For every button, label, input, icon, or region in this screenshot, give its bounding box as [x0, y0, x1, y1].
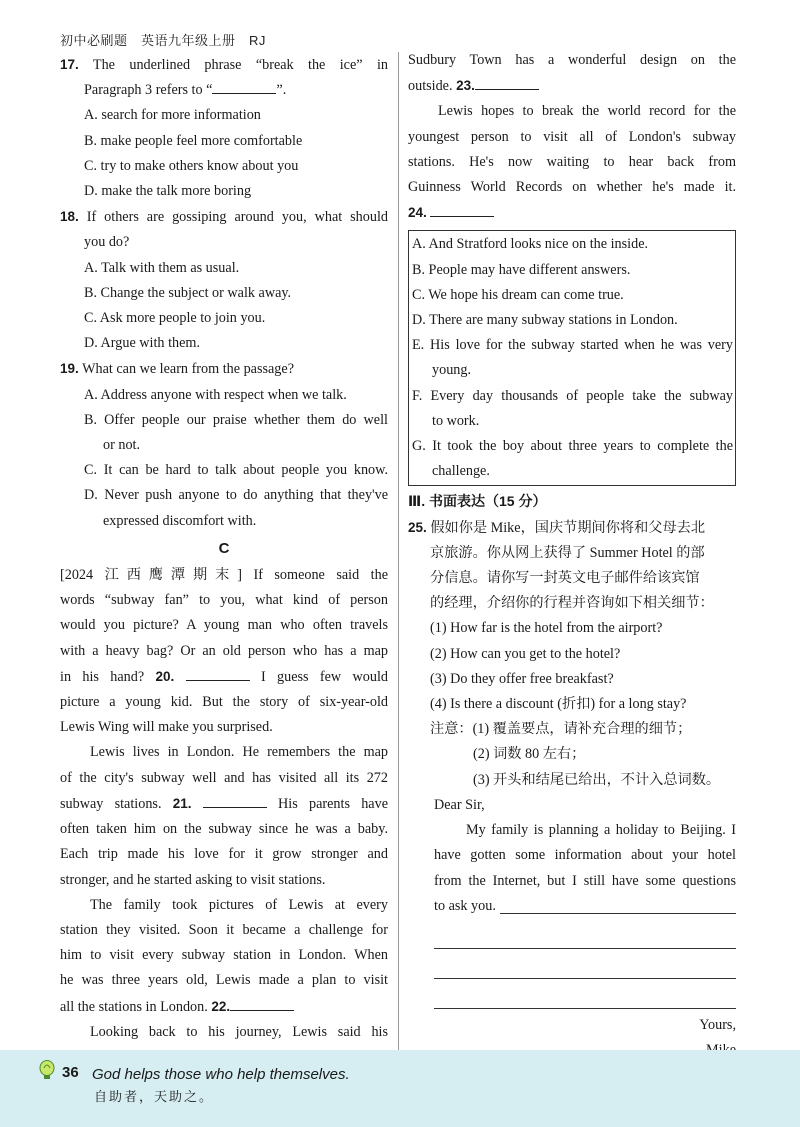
question-19-stem	[60, 356, 388, 382]
writing-question: (4) Is there a discount (折扣) for a long stay?	[430, 696, 687, 713]
writing-note: 注意：(1) 覆盖要点，请补充合理的细节；	[430, 721, 692, 738]
letter-closing: Yours,	[699, 1016, 736, 1033]
letter-greeting: Dear Sir,	[434, 796, 485, 813]
passage-line: Lewis hopes to break the world record for the	[438, 103, 736, 120]
writing-line[interactable]	[434, 949, 736, 979]
question-number: 25.	[408, 519, 427, 535]
choices-box	[408, 230, 736, 486]
passage-line: Lewis lives in London. He remembers the map	[90, 744, 388, 761]
blank-number-23: 23.	[456, 78, 475, 94]
question-17-stem-2	[60, 78, 388, 103]
choice-b: B. People may have different answers.	[412, 261, 631, 278]
passage-line: him to visit every subway station in London. When	[60, 947, 388, 964]
choice-e-continued: young.	[432, 362, 472, 379]
blank-number-24: 24.	[408, 205, 427, 221]
right-column	[408, 48, 736, 1063]
option: A. search for more information	[84, 107, 261, 124]
question-number: 18.	[60, 209, 79, 225]
option: A. Address anyone with respect when we talk.	[84, 386, 347, 403]
question-text: If others are gossiping around you, what should	[86, 209, 388, 226]
passage-text: I guess few would	[249, 668, 388, 685]
option: D. make the talk more boring	[84, 183, 252, 200]
writing-line[interactable]	[434, 979, 736, 1009]
writing-note: (2) 词数 80 左右；	[473, 746, 586, 763]
letter-body-line: have gotten some information about your hotel	[434, 847, 736, 864]
writing-prompt-line: 分信息。请你写一封英文电子邮件给该宾馆	[430, 570, 700, 587]
answer-blank[interactable]	[212, 79, 276, 94]
passage-line: picture a young kid. But the story of six-year-old	[60, 694, 388, 711]
option: D. Argue with them.	[84, 335, 200, 352]
column-divider	[398, 52, 399, 1052]
letter-body-line: My family is planning a holiday to Beijing. I	[466, 822, 736, 839]
section-heading-c: C	[218, 539, 230, 557]
passage-line: stations. He's now waiting to hear back from	[408, 153, 736, 170]
question-text: What can we learn from the passage?	[82, 361, 294, 378]
blank-number-22: 22.	[211, 998, 231, 1014]
writing-line[interactable]	[434, 919, 736, 949]
left-column	[60, 52, 388, 1070]
choice-e: E. His love for the subway started when he was very	[412, 337, 733, 354]
passage-text: all the stations in London.	[60, 998, 212, 1015]
option-continued: expressed discomfort with.	[103, 512, 257, 529]
answer-blank-23[interactable]	[475, 75, 539, 90]
option: C. Ask more people to join you.	[84, 310, 266, 327]
question-17-stem	[60, 52, 388, 78]
writing-prompt-line: 的经理，介绍你的行程并咨询如下相关细节：	[430, 595, 714, 612]
passage-line: Looking back to his journey, Lewis said his	[90, 1023, 388, 1040]
passage-text: His parents have	[266, 795, 388, 812]
choice-g-continued: challenge.	[432, 463, 490, 480]
option: A. Talk with them as usual.	[84, 259, 240, 276]
passage-line: with a heavy bag? Or an old person who has a map	[60, 642, 388, 659]
page-number: 36	[62, 1064, 79, 1081]
writing-question: (3) Do they offer free breakfast?	[430, 670, 614, 687]
page-header: 初中必刷题 英语九年级上册 RJ	[60, 33, 266, 48]
choice-g: G. It took the boy about three years to complete the	[412, 438, 733, 455]
writing-note: (3) 开头和结尾已给出，不计入总词数。	[473, 771, 721, 788]
lightbulb-icon	[38, 1060, 56, 1082]
option: C. try to make others know about you	[84, 157, 299, 174]
writing-prompt-line: 京旅游。你从网上获得了 Summer Hotel 的部	[430, 544, 705, 561]
answer-blank-21[interactable]	[203, 793, 267, 808]
passage-text: outside.	[408, 78, 457, 95]
writing-question: (2) How can you get to the hotel?	[430, 645, 621, 662]
answer-blank-22[interactable]	[230, 996, 294, 1011]
option: B. Offer people our praise whether them do well	[84, 411, 388, 428]
question-text: ”.	[276, 82, 287, 99]
question-text: The underlined phrase “break the ice” in	[92, 57, 388, 73]
writing-section-title: Ⅲ. 书面表达（15 分）	[408, 493, 547, 510]
blank-number-20: 20.	[155, 668, 175, 684]
question-number: 19.	[60, 361, 79, 377]
passage-line: words “subway fan” to you, what kind of person	[60, 592, 388, 609]
footer-motto-english: God helps those who help themselves.	[92, 1066, 350, 1083]
option: C. It can be hard to talk about people you know.	[84, 462, 388, 479]
passage-line	[408, 200, 736, 226]
letter-body-line	[408, 894, 736, 919]
passage-line	[60, 664, 388, 690]
question-18-stem	[60, 204, 388, 230]
choice-d: D. There are many subway stations in London.	[412, 312, 678, 329]
passage-line: Lewis Wing will make you surprised.	[60, 719, 273, 736]
blank-number-21: 21.	[172, 795, 192, 811]
passage-line: would you picture? A young man who often travels	[60, 617, 388, 634]
passage-line: often taken him on the subway since he was a baby.	[60, 821, 388, 838]
passage-text: subway stations.	[60, 795, 173, 812]
writing-question: (1) How far is the hotel from the airport?	[430, 620, 663, 637]
choice-c: C. We hope his dream can come true.	[412, 286, 624, 303]
prompt-text: 假如你是 Mike，国庆节期间你将和父母去北	[430, 519, 706, 536]
passage-line: of the city's subway well and has visited all its 272	[60, 769, 388, 786]
question-18-stem-2: you do?	[84, 234, 130, 251]
writing-prompt-line	[408, 515, 736, 541]
passage-line: Guinness World Records on whether he's made it.	[408, 179, 736, 196]
passage-line: stronger, and he started asking to visit stations.	[60, 871, 326, 888]
passage-line: station they visited. Soon it became a challenge for	[60, 921, 388, 938]
passage-text: in his hand?	[60, 668, 156, 685]
question-number: 17.	[60, 57, 79, 72]
answer-blank-24[interactable]	[430, 202, 494, 217]
passage-line: Sudbury Town has a wonderful design on the	[408, 52, 736, 68]
passage-line: he was three years old, Lewis made a plan to visit	[60, 972, 388, 989]
question-text: Paragraph 3 refers to “	[84, 82, 213, 99]
passage-line	[408, 73, 736, 99]
passage-line: Each trip made his love for it grow stronger and	[60, 846, 388, 863]
passage-line: [2024 江西鹰潭期末] If someone said the	[60, 567, 388, 584]
writing-line[interactable]	[500, 913, 736, 914]
letter-body-line: from the Internet, but I still have some questions	[434, 872, 736, 889]
choice-f: F. Every day thousands of people take the subway	[412, 387, 733, 404]
option: B. Change the subject or walk away.	[84, 284, 292, 301]
passage-line: youngest person to visit all of London's subway	[408, 128, 736, 145]
footer-motto-chinese: 自助者，天助之。	[94, 1089, 215, 1104]
passage-line	[60, 791, 388, 817]
option: B. make people feel more comfortable	[84, 132, 303, 149]
option-continued: or not.	[103, 437, 141, 454]
answer-blank-20[interactable]	[186, 666, 250, 681]
choice-a: A. And Stratford looks nice on the inside.	[412, 236, 649, 253]
letter-text: to ask you.	[434, 897, 496, 914]
passage-line	[60, 994, 388, 1020]
choice-f-continued: to work.	[432, 412, 480, 429]
passage-line: The family took pictures of Lewis at every	[90, 896, 388, 913]
option: D. Never push anyone to do anything that they've	[84, 487, 388, 504]
